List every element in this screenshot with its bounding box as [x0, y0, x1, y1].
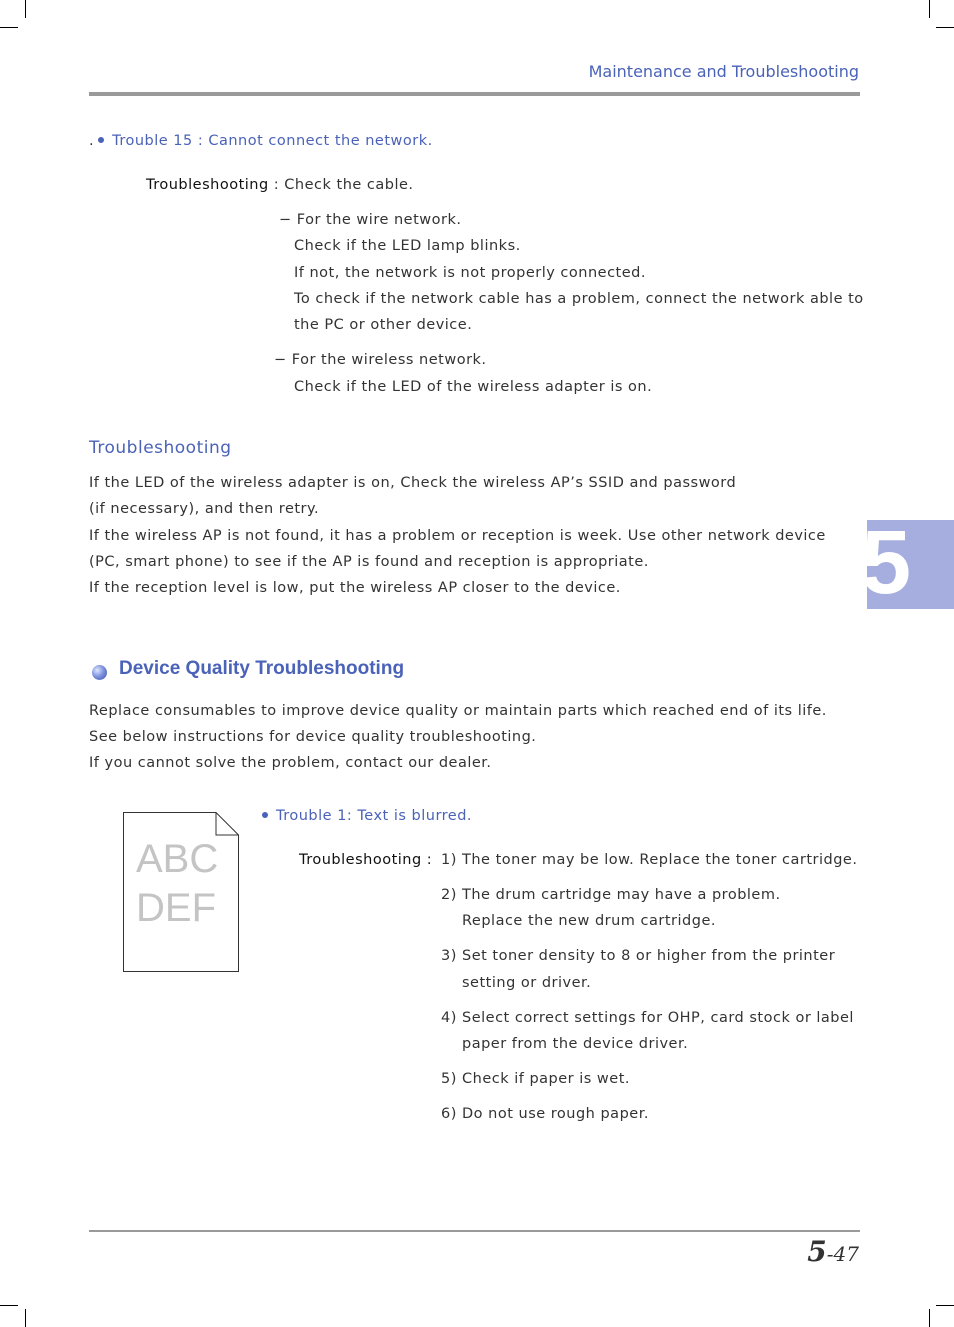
crop-mark	[936, 27, 954, 28]
chapter-number: 5	[861, 513, 912, 613]
step-text: The toner may be low. Replace the toner cartridge.	[462, 852, 858, 868]
trouble-1-heading	[258, 803, 472, 829]
quality-intro-line: Replace consumables to improve device quality or maintain parts which reached end of its life.	[89, 703, 827, 719]
heading-prefix: .	[89, 133, 95, 149]
crop-mark	[0, 27, 18, 28]
bullet-icon	[98, 137, 104, 143]
page-num: 47	[833, 1242, 859, 1266]
troubleshooting-line: (PC, smart phone) to see if the AP is found and reception is appropriate.	[89, 554, 649, 570]
wireless-network-line: Check if the LED of the wireless adapter is on.	[294, 379, 653, 395]
trouble-15-heading	[89, 128, 433, 154]
step-number: 5)	[441, 1071, 457, 1087]
step-number: 4)	[441, 1010, 457, 1026]
header-divider	[89, 92, 860, 96]
trouble-1-title: Trouble 1: Text is blurred.	[276, 808, 473, 824]
step-text: paper from the device driver.	[462, 1036, 689, 1052]
step-text: Set toner density to 8 or higher from the printer	[462, 948, 836, 964]
step-text: Replace the new drum cartridge.	[462, 913, 716, 929]
quality-intro-line: See below instructions for device quality troubleshooting.	[89, 729, 537, 745]
section-bullet-icon	[92, 665, 107, 680]
troubleshooting-line: If the LED of the wireless adapter is on, Check the wireless AP’s SSID and password	[89, 475, 737, 491]
running-header: Maintenance and Troubleshooting	[588, 62, 859, 81]
quality-intro-line: If you cannot solve the problem, contact our dealer.	[89, 755, 492, 771]
wire-network-line: To check if the network cable has a problem, connect the network able to	[294, 291, 864, 307]
page-separator: -	[826, 1242, 834, 1266]
troubleshooting-text: : Check the cable.	[268, 177, 414, 193]
wireless-network-line: − For the wireless network.	[274, 352, 487, 368]
crop-mark	[25, 1309, 26, 1327]
troubleshooting-line: (if necessary), and then retry.	[89, 501, 320, 517]
troubleshooting-line: If the reception level is low, put the wireless AP closer to the device.	[89, 580, 621, 596]
crop-mark	[929, 1309, 930, 1327]
troubleshooting-label: Troubleshooting	[146, 177, 269, 193]
sample-text-def: DEF	[136, 886, 216, 930]
footer-divider	[89, 1230, 860, 1232]
step-number: 1)	[441, 852, 457, 868]
troubleshooting-label: Troubleshooting :	[299, 852, 433, 868]
page-number	[807, 1235, 859, 1268]
crop-mark	[0, 1305, 18, 1306]
chapter-tab	[861, 513, 954, 613]
wire-network-line: the PC or other device.	[294, 317, 473, 333]
sample-text-abc: ABC	[136, 837, 219, 881]
section-title: Device Quality Troubleshooting	[119, 658, 405, 679]
wire-network-line: If not, the network is not properly connected.	[294, 265, 646, 281]
step-text: Do not use rough paper.	[462, 1106, 649, 1122]
crop-mark	[936, 1305, 954, 1306]
trouble-15-troubleshooting	[146, 172, 414, 198]
troubleshooting-line: If the wireless AP is not found, it has a problem or reception is week. Use other network device	[89, 528, 826, 544]
step-text: setting or driver.	[462, 975, 592, 991]
troubleshooting-heading: Troubleshooting	[89, 438, 232, 458]
page-chapter: 5	[807, 1235, 827, 1268]
step-text: The drum cartridge may have a problem.	[462, 887, 781, 903]
crop-mark	[929, 0, 930, 18]
crop-mark	[25, 0, 26, 18]
step-number: 3)	[441, 948, 457, 964]
step-number: 6)	[441, 1106, 457, 1122]
step-text: Check if paper is wet.	[462, 1071, 631, 1087]
step-text: Select correct settings for OHP, card stock or label	[462, 1010, 854, 1026]
blurred-text-illustration	[123, 812, 239, 972]
wire-network-line: Check if the LED lamp blinks.	[294, 238, 521, 254]
trouble-15-title: Trouble 15 : Cannot connect the network.	[112, 133, 433, 149]
step-number: 2)	[441, 887, 457, 903]
bullet-icon	[262, 812, 268, 818]
wire-network-line: − For the wire network.	[279, 212, 462, 228]
